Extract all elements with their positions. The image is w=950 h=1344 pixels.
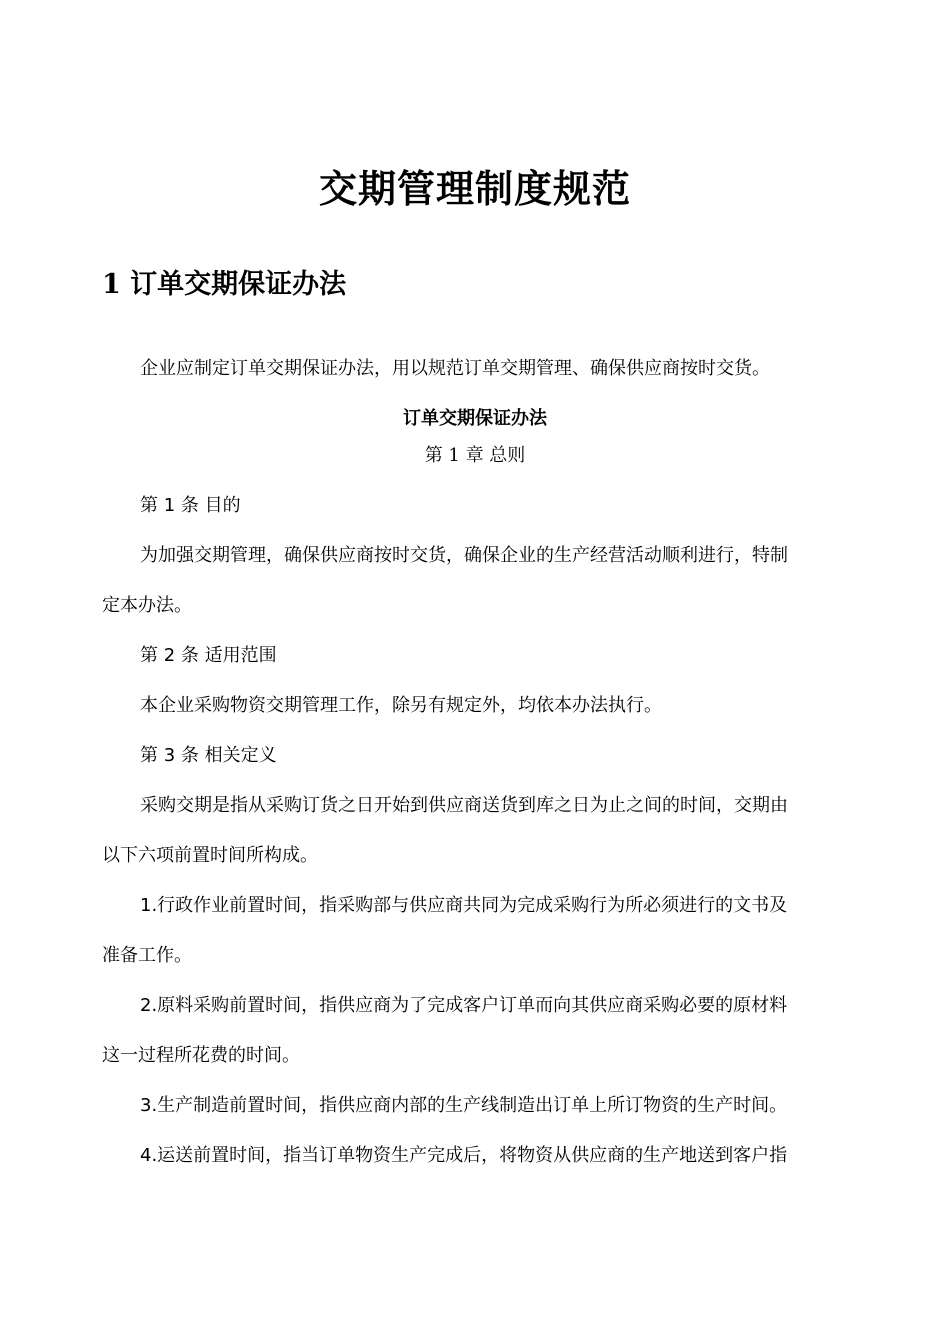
article-3-text-line-2: 以下六项前置时间所构成。 <box>102 845 318 866</box>
article-2-text: 本企业采购物资交期管理工作，除另有规定外，均依本办法执行。 <box>140 695 662 716</box>
article-1-heading: 第 1 条 目的 <box>140 495 241 516</box>
section-heading: 1 订单交期保证办法 <box>102 269 347 300</box>
article-3-heading: 第 3 条 相关定义 <box>140 745 277 766</box>
chapter-heading: 第 1 章 总则 <box>424 445 526 466</box>
article-3-text-line-1: 采购交期是指从采购订货之日开始到供应商送货到库之日为止之间的时间，交期由 <box>140 795 788 816</box>
document-title: 交期管理制度规范 <box>318 167 631 211</box>
article-1-text-line-2: 定本办法。 <box>102 595 192 616</box>
article-2-heading: 第 2 条 适用范围 <box>140 645 277 666</box>
article-1-text-line-1: 为加强交期管理，确保供应商按时交货，确保企业的生产经营活动顺利进行，特制 <box>140 545 788 566</box>
item-2-line-2: 这一过程所花费的时间。 <box>102 1045 300 1066</box>
item-2-line-1: 2.原料采购前置时间，指供应商为了完成客户订单而向其供应商采购必要的原材料 <box>140 995 788 1016</box>
item-1-line-2: 准备工作。 <box>102 945 192 966</box>
regulation-title: 订单交期保证办法 <box>403 408 547 429</box>
item-3-line-1: 3.生产制造前置时间，指供应商内部的生产线制造出订单上所订物资的生产时间。 <box>140 1095 788 1116</box>
intro-paragraph: 企业应制定订单交期保证办法，用以规范订单交期管理、确保供应商按时交货。 <box>140 358 770 379</box>
item-4-line-1: 4.运送前置时间，指当订单物资生产完成后，将物资从供应商的生产地送到客户指 <box>140 1145 788 1166</box>
item-1-line-1: 1.行政作业前置时间，指采购部与供应商共同为完成采购行为所必须进行的文书及 <box>140 895 788 916</box>
